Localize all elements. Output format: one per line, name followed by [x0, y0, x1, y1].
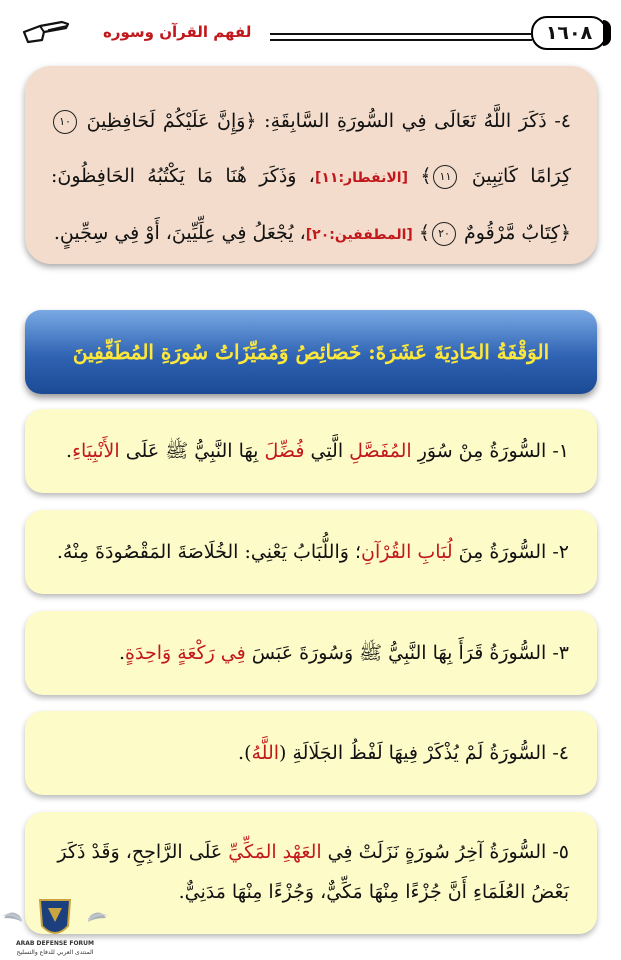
list-item	[25, 711, 597, 795]
item-highlight: اللَّهُ	[251, 742, 280, 764]
forum-logo-watermark	[0, 888, 110, 960]
intro-text-b: ، وَذَكَرَ هُنَا مَا يَكْتُبُهُ الحَافِظُونَ:	[51, 165, 315, 187]
item-text: ٥- السُّورَةُ آخِرُ سُورَةٍ نَزَلَتْ فِي	[321, 841, 569, 863]
intro-text-c: ، يُجْعَلُ فِي عِلِّيِّينَ، أَوْ فِي سِجِّينٍ.	[53, 222, 306, 244]
item-highlight: الأَنْبِيَاءِ	[72, 440, 120, 462]
ayah-2: كِرَامًا كَاتِبِينَ	[471, 165, 571, 187]
list-item	[25, 510, 597, 594]
item-text: بِهَا النَّبِيُّ ﷺ عَلَى	[119, 440, 265, 462]
header-title: لفهم القرآن وسوره	[103, 23, 252, 41]
ayah-number-1: ١٠	[53, 110, 77, 134]
ayah-1: ﴿وَإِنَّ عَلَيْكُمْ لَحَافِظِينَ	[86, 110, 257, 132]
item-text: ٤- السُّورَةُ لَمْ يُذْكَرْ فِيهَا لَفْظُ الجَلَالَةِ (	[279, 742, 569, 764]
section-title: الوَقْفَةُ الحَادِيَةَ عَشَرَةَ: خَصَائِصُ وَمُمَيِّزَاتُ سُورَةِ المُطَفِّفِينَ	[72, 340, 550, 364]
list-item	[25, 409, 597, 493]
ayah-number-3: ٢٠	[432, 222, 456, 246]
intro-text-a: ٤- ذَكَرَ اللَّهُ تَعَالَى فِي السُّورَةِ السَّابِقَةِ:	[256, 110, 571, 132]
page-number: ١٦٠٨	[531, 16, 607, 50]
item-highlight: العَهْدِ المَكِّيِّ	[228, 841, 322, 863]
page-header	[0, 12, 621, 56]
item-text: ٢- السُّورَةُ مِنَ	[452, 541, 569, 563]
header-rule-top	[270, 33, 532, 35]
item-highlight: لُبَابِ القُرْآنِ	[360, 541, 453, 563]
item-text: ).	[238, 742, 252, 764]
item-text: ؛ وَاللُّبَابُ يَعْنِي: الخُلَاصَةَ المَقْصُودَةَ مِنْهُ.	[56, 541, 361, 563]
list-item	[25, 812, 597, 934]
item-highlight: المُفَصَّلِ	[349, 440, 412, 462]
intro-paragraph: ٤- ذَكَرَ اللَّهُ تَعَالَى فِي السُّورَةِ السَّابِقَةِ: ﴿وَإِنَّ عَلَيْكُمْ لَحَافِظِينَ ١٠ كِرَامًا كَاتِبِينَ ١١﴾ [الانفطار:١١]، وَذَكَرَ هُنَا مَا يَكْتُبُهُ الحَافِظُونَ: ﴿كِتَابٌ مَّرْقُومٌ ٢٠﴾ [المطففين:٢٠]، يُجْعَلُ فِي عِلِّيِّينَ، أَوْ فِي سِجِّينٍ.	[51, 110, 571, 244]
item-text: .	[66, 440, 73, 462]
item-highlight: فِي رَكْعَةٍ وَاحِدَةٍ	[125, 642, 246, 664]
item-text: عَلَى الرَّاجِحِ، وَقَدْ ذَكَرَ بَعْضُ العُلَمَاءِ أَنَّ جُزْءًا مِنْهَا مَكِّيٌّ، وَجُزْءًا مِنْهَا مَدَنِيٌّ.	[57, 841, 569, 903]
header-rule-bottom	[270, 39, 532, 41]
item-text: ٣- السُّورَةُ قَرَأَ بِهَا النَّبِيُّ ﷺ وَسُورَةَ عَبَسَ	[245, 642, 569, 664]
pen-hand-icon	[22, 18, 70, 46]
reference-1: [الانفطار:١١]	[314, 170, 408, 186]
watermark-line-2: المنتدى العربي للدفاع والتسليح	[16, 949, 94, 956]
reference-2: [المطففين:٢٠]	[305, 227, 413, 243]
ayah-3: ﴿كِتَابٌ مَّرْقُومٌ	[464, 222, 571, 244]
item-highlight: فُضِّلَ	[264, 440, 305, 462]
intro-box	[25, 66, 597, 264]
item-text: .	[118, 642, 126, 664]
list-item	[25, 611, 597, 695]
watermark-line-1: ARAB DEFENSE FORUM	[15, 940, 95, 947]
item-text: الَّتِي	[304, 440, 350, 462]
item-text: ١- السُّورَةُ مِنْ سُوَرِ	[411, 440, 569, 462]
ayah-number-2: ١١	[433, 165, 457, 189]
section-banner	[25, 310, 597, 394]
